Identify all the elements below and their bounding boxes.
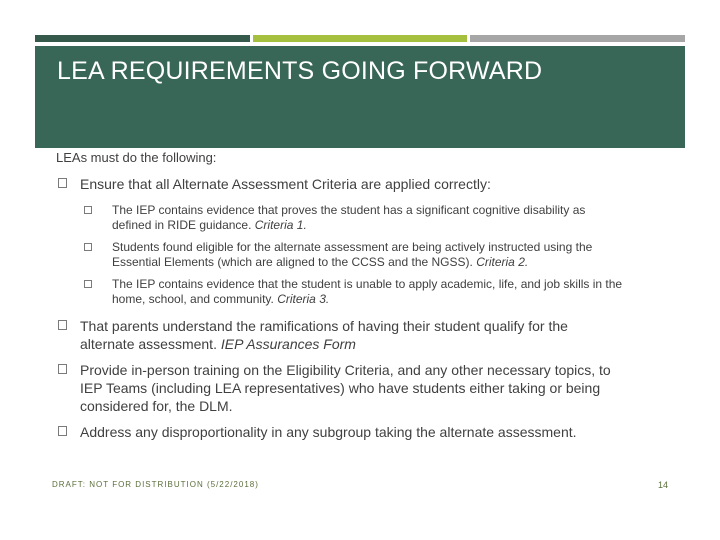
accent-bar-green [253,35,467,42]
sub-bullet-text: The IEP contains evidence that the student is unable to apply academic, life, and job skills in the home, school, and community. [112,277,623,306]
checkbox-bullet-icon [84,243,92,251]
bullet-text: That parents understand the ramifications of having their student qualify for the alternate assessment. [80,318,568,352]
bullet-item [56,423,626,441]
sub-bullet-list [56,203,626,307]
accent-bar-gray [470,35,685,42]
checkbox-bullet-icon [58,320,67,330]
sub-bullet-emphasis: Criteria 3. [277,292,330,306]
bullet-text: Provide in-person training on the Eligibility Criteria, and any other necessary topics, to IEP Teams (including LEA representatives) who have students either taking or being considered for, the DLM. [80,362,611,414]
bullet-text: Address any disproportionality in any subgroup taking the alternate assessment. [80,424,577,440]
footer-draft-notice: DRAFT: NOT FOR DISTRIBUTION (5/22/2018) [52,480,259,489]
checkbox-bullet-icon [58,426,67,436]
bullet-text: Ensure that all Alternate Assessment Criteria are applied correctly: [80,176,491,192]
slide-title: LEA REQUIREMENTS GOING FORWARD [57,57,543,85]
intro-text: LEAs must do the following: [56,150,217,165]
sub-bullet-item [56,277,626,307]
checkbox-bullet-icon [84,280,92,288]
sub-bullet-emphasis: Criteria 2. [476,255,529,269]
checkbox-bullet-icon [58,364,67,374]
sub-bullet-text: The IEP contains evidence that proves the student has a significant cognitive disability as defined in RIDE guidance. [112,203,586,232]
title-band [35,46,685,148]
bullet-item [56,175,626,193]
sub-bullet-text: Students found eligible for the alternate assessment are being actively instructed using the Essential Elements (which are aligned to the CCSS and the NGSS). [112,240,593,269]
sub-bullet-item [56,203,626,233]
checkbox-bullet-icon [84,206,92,214]
slide-content [56,148,626,449]
sub-bullet-emphasis: Criteria 1. [254,218,307,232]
accent-bar-dark [35,35,250,42]
bullet-item [56,317,626,353]
page-number: 14 [658,480,669,490]
bullet-item [56,361,626,415]
bullet-emphasis: IEP Assurances Form [220,336,356,352]
checkbox-bullet-icon [58,178,67,188]
sub-bullet-item [56,240,626,270]
